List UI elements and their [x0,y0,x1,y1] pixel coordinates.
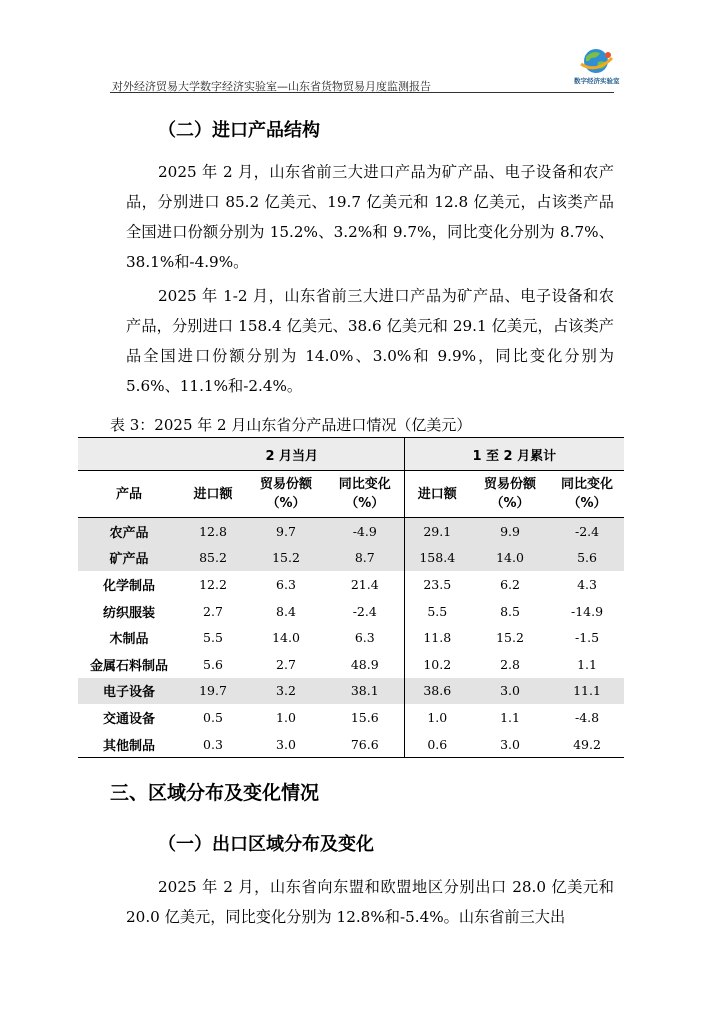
cell-cum-share: 8.5 [500,603,520,619]
cell-cum-import: 1.0 [404,704,470,731]
cell-month-yoy: 48.9 [350,656,379,672]
cell-cum-yoy: -4.8 [574,709,600,725]
table-caption: 表 3：2025 年 2 月山东省分产品进口情况（亿美元） [110,416,472,434]
cell-month-share: 3.2 [246,678,326,705]
table-row [78,571,624,598]
cell-month-import: 85.2 [180,545,246,572]
paragraph-feb [126,157,614,277]
column-header-import: 进口额 [404,471,470,518]
column-header-share: 贸易份额 （%） [470,471,550,518]
cell-cum-share: 15.2 [496,630,524,646]
section-heading-region: 三、区域分布及变化情况 [110,782,320,804]
column-header-yoy: 同比变化 （%） [550,471,624,518]
cell-month-yoy: 38.1 [326,678,404,705]
cell-product: 矿产品 [78,545,180,572]
cell-product: 交通设备 [102,711,155,727]
cell-cum-yoy: -2.4 [550,518,624,545]
cell-month-import: 12.2 [199,576,227,592]
cell-cum-yoy: -14.9 [571,603,604,619]
cell-cum-share: 14.0 [470,545,550,572]
logo-text: 数字经济实验室 [574,77,620,85]
group-header-month: 2 月当月 [180,438,404,471]
cell-cum-import: 38.6 [404,678,470,705]
column-header-import: 进口额 [180,471,246,518]
import-table [78,437,624,758]
cell-cum-yoy: -1.5 [574,630,600,646]
cell-cum-import: 11.8 [404,624,470,651]
cell-month-import: 0.5 [203,709,223,725]
table-row [78,704,624,731]
cell-cum-yoy: 11.1 [550,678,624,705]
cell-month-import: 5.6 [203,656,223,672]
cell-cum-share: 6.2 [500,576,520,592]
table-row [78,598,624,625]
paragraph-text: 2025 年 2 月，山东省前三大进口产品为矿产品、电子设备和农产品，分别进口 85.2 亿美元、19.7 亿美元和 12.8 亿美元，占该类产品全国进口份额分别为 15.2%、3.2%和 9.7%，同比变化分别为 8.7%、38.1%和-4.9%。 [126,163,614,271]
paragraph-jan-feb [126,281,614,401]
paragraph-text: 2025 年 2 月，山东省向东盟和欧盟地区分别出口 28.0 亿美元和 20.0 亿美元，同比变化分别为 12.8%和-5.4%。山东省前三大出 [126,878,614,926]
globe-icon [574,46,618,78]
cell-month-share: 3.0 [246,731,326,758]
cell-month-yoy: 21.4 [350,576,379,592]
cell-cum-yoy: 4.3 [577,576,597,592]
cell-cum-share: 2.8 [500,656,520,672]
cell-month-yoy: 6.3 [354,630,375,646]
cell-cum-yoy: 49.2 [550,731,624,758]
cell-cum-import: 29.1 [404,518,470,545]
cell-cum-share: 1.1 [500,709,520,725]
paragraph-export-region [126,872,614,932]
cell-product: 木制品 [109,632,149,648]
cell-month-import: 12.8 [180,518,246,545]
table-corner [78,438,180,471]
cell-month-import: 0.3 [180,731,246,758]
cell-product: 化学制品 [102,578,155,594]
paragraph-text: 2025 年 1-2 月，山东省前三大进口产品为矿产品、电子设备和农产品，分别进口 158.4 亿美元、38.6 亿美元和 29.1 亿美元，占该类产品全国进口份额分别为 14.0%、3.0%和 9.9%，同比变化分别为 5.6%、11.1%和-2.4%。 [126,287,614,395]
cell-cum-share: 9.9 [470,518,550,545]
cell-cum-yoy: 5.6 [550,545,624,572]
cell-month-share: 2.7 [276,656,296,672]
column-header-share: 贸易份额 （%） [246,471,326,518]
cell-month-share: 9.7 [246,518,326,545]
section-heading-import-structure: （二）进口产品结构 [158,120,320,141]
column-header-yoy: 同比变化 （%） [326,471,404,518]
cell-product: 纺织服装 [102,605,155,621]
cell-cum-share: 3.0 [470,731,550,758]
cell-cum-share: 3.0 [470,678,550,705]
section-heading-export-region: （一）出口区域分布及变化 [158,834,374,855]
table-row [78,518,624,545]
table-row [78,651,624,678]
cell-month-share: 15.2 [246,545,326,572]
header-title: 对外经济贸易大学数字经济实验室—山东省货物贸易月度监测报告 [112,80,431,93]
cell-month-share: 8.4 [276,603,296,619]
cell-month-import: 19.7 [180,678,246,705]
cell-month-yoy: -2.4 [352,603,377,619]
cell-cum-import: 5.5 [404,598,470,625]
cell-month-yoy: 8.7 [326,545,404,572]
cell-month-import: 5.5 [203,630,223,646]
cell-product: 金属石料制品 [89,658,168,674]
cell-month-yoy: 76.6 [326,731,404,758]
cell-product: 其他制品 [78,731,180,758]
cell-month-share: 6.3 [276,576,296,592]
table-row [78,545,624,572]
cell-cum-yoy: 1.1 [577,656,597,672]
cell-month-import: 2.7 [203,603,223,619]
cell-product: 电子设备 [78,678,180,705]
cell-cum-import: 10.2 [404,651,470,678]
cell-cum-import: 158.4 [404,545,470,572]
cell-month-yoy: -4.9 [326,518,404,545]
cell-month-share: 1.0 [276,709,296,725]
cell-product: 农产品 [78,518,180,545]
lab-logo [574,46,618,92]
cell-cum-import: 0.6 [404,731,470,758]
table-row [78,624,624,651]
table-row [78,731,624,758]
group-header-cumulative: 1 至 2 月累计 [404,438,624,471]
column-header-product: 产品 [78,471,180,518]
cell-month-share: 14.0 [272,630,300,646]
header-rule [110,92,614,93]
table-row [78,678,624,705]
cell-month-yoy: 15.6 [350,709,379,725]
cell-cum-import: 23.5 [404,571,470,598]
